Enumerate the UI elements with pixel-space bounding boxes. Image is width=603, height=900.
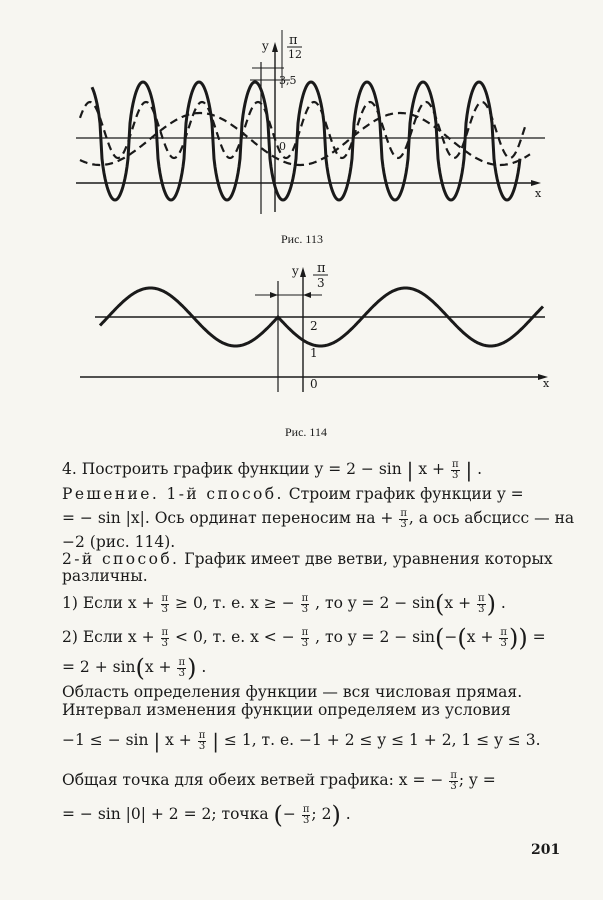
common-point-line-1: Общая точка для обеих ветвей графика: x = − $\frac{\pi}{3}$ ; y = xyxy=(62,769,496,792)
fig114-caption: Рис. 114 xyxy=(285,425,327,439)
fig113-x-label: x xyxy=(535,187,542,200)
domain-line: Область определения функции — вся числовая прямая. xyxy=(62,683,523,701)
fig114-x-label: x xyxy=(543,377,550,390)
case-2-result: = 2 + sin(x + $\frac{\pi}{3}$ ) . xyxy=(62,654,207,682)
inequality-line: −1 ≤ − sin | x + $\frac{\pi}{3}$ | ≤ 1, т. е. −1 + 2 ≤ y ≤ 1 + 2, 1 ≤ y ≤ 3. xyxy=(62,729,541,753)
fig114-3-label: 3 xyxy=(317,276,325,290)
fig113-pi-label: π xyxy=(289,33,298,48)
fig113-35-label: 3,5 xyxy=(279,74,297,87)
fig113-dashed-curve-fast xyxy=(80,102,525,158)
fig114-y-label: y xyxy=(292,264,299,278)
figure-114 xyxy=(0,255,603,425)
page-number: 201 xyxy=(531,842,561,858)
solution-line-3: −2 (рис. 114). xyxy=(62,533,176,551)
fig114-1-label: 1 xyxy=(310,346,318,360)
fig114-y-arrow xyxy=(300,267,306,277)
method2-line-1: 2-й способ. График имеет две ветви, уравнения которых xyxy=(62,550,553,568)
case-1: 1) Если x + $\frac{\pi}{3}$ ≥ 0, т. е. x ≥ − $\frac{\pi}{3}$ , то y = 2 − sin(x + $\frac{\pi}{3}$ ) . xyxy=(62,590,506,618)
case-2: 2) Если x + $\frac{\pi}{3}$ < 0, т. е. x < − $\frac{\pi}{3}$ , то y = 2 − sin(−(x + $\frac{\pi}{3}$ )) = xyxy=(62,624,546,652)
fig113-y-label: y xyxy=(262,39,269,53)
problem-statement: 4. Построить график функции y = 2 − sin | x + $\frac{\pi}{3}$ | . xyxy=(62,458,483,482)
fig113-12-label: 12 xyxy=(288,48,302,61)
solution-line-1: Решение. 1-й способ. Строим график функции y = xyxy=(62,485,524,503)
fig113-dashed-curve-slow xyxy=(80,113,530,165)
figure-113 xyxy=(0,0,603,230)
fig113-x-arrow xyxy=(531,180,541,186)
fig113-caption: Рис. 113 xyxy=(281,232,323,246)
range-line: Интервал изменения функции определяем из условия xyxy=(62,701,511,719)
method2-line-2: различны. xyxy=(62,567,148,585)
fig114-origin-label: 0 xyxy=(310,377,318,391)
fig113-y-arrow xyxy=(272,42,278,52)
solution-line-2: = − sin |x|. Ось ординат переносим на + $\frac{\pi}{3}$ , а ось абсцисс — на xyxy=(62,507,575,530)
fig114-2-label: 2 xyxy=(310,319,318,333)
common-point-line-2: = − sin |0| + 2 = 2; точка (− $\frac{\pi}{3}$ ; 2) . xyxy=(62,801,351,829)
fig113-origin-label: 0 xyxy=(279,140,286,153)
fig114-pi-label: π xyxy=(317,261,326,276)
